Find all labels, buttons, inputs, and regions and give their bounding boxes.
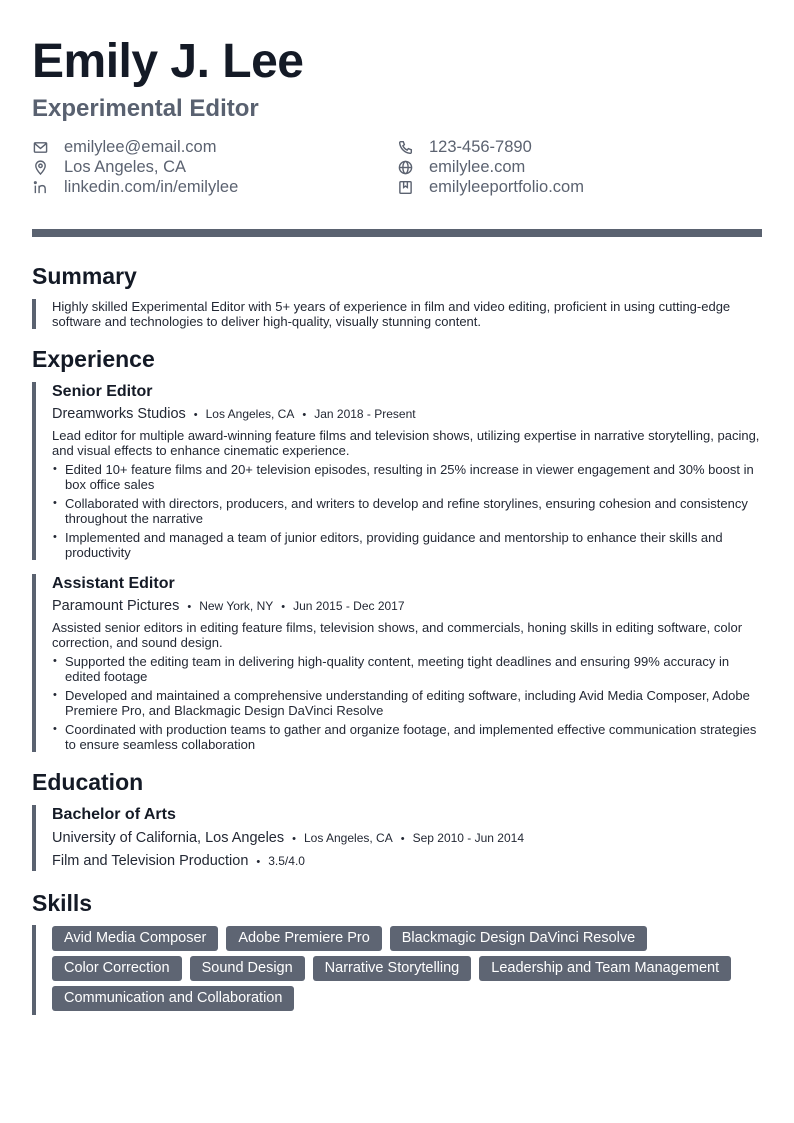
contact-email[interactable] (32, 138, 397, 157)
experience-section (32, 345, 762, 752)
contact-website-text: emilylee.com (429, 158, 526, 176)
skill-chip: Narrative Storytelling (313, 956, 472, 981)
summary-heading: Summary (32, 263, 137, 289)
field-of-study: Film and Television Production (52, 853, 249, 869)
school-name: University of California, Los Angeles (52, 830, 285, 846)
separator-dot: • (302, 409, 307, 421)
phone-icon (397, 140, 413, 156)
separator-dot: • (256, 856, 261, 868)
job-dates: Jan 2018 - Present (314, 407, 416, 421)
contact-list (32, 138, 762, 197)
job-bullets (52, 462, 762, 560)
separator-dot: • (400, 833, 405, 845)
job-bullet: • Edited 10+ feature films and 20+ television episodes, resulting in 25% increase in viewer engagement and 30% boost in box office sales (52, 462, 762, 492)
job-bullet: • Collaborated with directors, producers, and writers to develop and refine storylines, ensuring cohesion and consistency throughout the narrative (52, 496, 762, 526)
skills-list (32, 925, 732, 1015)
education-school-line (52, 829, 762, 848)
header-divider (32, 229, 762, 237)
job-meta (52, 597, 762, 616)
contact-linkedin[interactable] (32, 178, 397, 197)
job-location: New York, NY (199, 599, 274, 613)
gpa: 3.5/4.0 (268, 854, 305, 868)
contact-website[interactable] (397, 158, 762, 177)
job-bullet: • Coordinated with production teams to gather and organize footage, and implemented effective communication strategies to ensure seamless collaboration (52, 722, 762, 752)
job-entry (32, 382, 762, 560)
job-company: Paramount Pictures (52, 598, 180, 614)
job-company: Dreamworks Studios (52, 406, 186, 422)
education-heading: Education (32, 769, 144, 795)
education-field-line (52, 852, 762, 871)
contact-email-text: emilylee@email.com (64, 138, 217, 156)
job-description: Lead editor for multiple award-winning feature films and television shows, utilizing expertise in narrative storytelling, pacing, and visual effects to enhance cinematic experience. (52, 428, 760, 458)
separator-dot: • (292, 833, 296, 845)
job-title: Assistant Editor (52, 575, 175, 592)
candidate-role: Experimental Editor (32, 95, 259, 122)
job-bullets (52, 654, 762, 752)
separator-dot: • (193, 409, 198, 421)
candidate-name: Emily J. Lee (32, 35, 304, 88)
contact-portfolio-text: emilyleeportfolio.com (429, 178, 584, 196)
job-title: Senior Editor (52, 383, 153, 400)
separator-dot: • (187, 601, 192, 613)
summary-text: Highly skilled Experimental Editor with 5+ years of experience in film and video editing, proficient in using cutting-edge software and technologies to deliver high-quality, visually stunning content. (32, 299, 762, 329)
skill-chip: Sound Design (190, 956, 305, 981)
job-entry (32, 574, 762, 752)
contact-location-text: Los Angeles, CA (64, 158, 186, 176)
portfolio-icon (397, 180, 413, 196)
contact-location (32, 158, 397, 177)
globe-icon (397, 160, 413, 176)
job-description: Assisted senior editors in editing feature films, television shows, and commercials, honing skills in editing software, color correction, and sound design. (52, 620, 743, 650)
job-location: Los Angeles, CA (205, 407, 295, 421)
linkedin-icon (32, 180, 48, 196)
contact-phone[interactable] (397, 138, 762, 157)
envelope-icon (32, 140, 48, 156)
skill-chip: Avid Media Composer (52, 926, 218, 951)
skill-chip: Color Correction (52, 956, 182, 981)
resume-page (32, 34, 762, 1015)
skills-heading: Skills (32, 890, 93, 916)
separator-dot: • (281, 601, 286, 613)
experience-heading: Experience (32, 346, 155, 372)
skill-chip: Adobe Premiere Pro (226, 926, 381, 951)
job-meta (52, 405, 762, 424)
summary-section (32, 262, 762, 329)
education-section (32, 768, 762, 871)
education-entry (32, 805, 762, 871)
job-bullet: • Developed and maintained a comprehensive understanding of editing software, including Avid Media Composer, Adobe Premiere Pro, and Blackmagic Design DaVinci Resolve (52, 688, 762, 718)
job-bullet: • Supported the editing team in delivering high-quality content, meeting tight deadlines and ensuring 99% accuracy in edited footage (52, 654, 762, 684)
skill-chip: Blackmagic Design DaVinci Resolve (390, 926, 647, 951)
skills-section (32, 889, 762, 1015)
school-dates: Sep 2010 - Jun 2014 (412, 831, 524, 845)
degree: Bachelor of Arts (52, 806, 176, 823)
contact-phone-text: 123-456-7890 (429, 138, 532, 156)
job-bullet: • Implemented and managed a team of junior editors, providing guidance and mentorship to enhance their skills and productivity (52, 530, 762, 560)
contact-portfolio[interactable] (397, 178, 762, 197)
location-pin-icon (32, 160, 48, 176)
school-location: Los Angeles, CA (303, 831, 393, 845)
skill-chip: Communication and Collaboration (52, 986, 294, 1011)
job-dates: Jun 2015 - Dec 2017 (293, 599, 405, 613)
contact-linkedin-text: linkedin.com/in/emilylee (64, 178, 239, 196)
skill-chip: Leadership and Team Management (479, 956, 731, 981)
